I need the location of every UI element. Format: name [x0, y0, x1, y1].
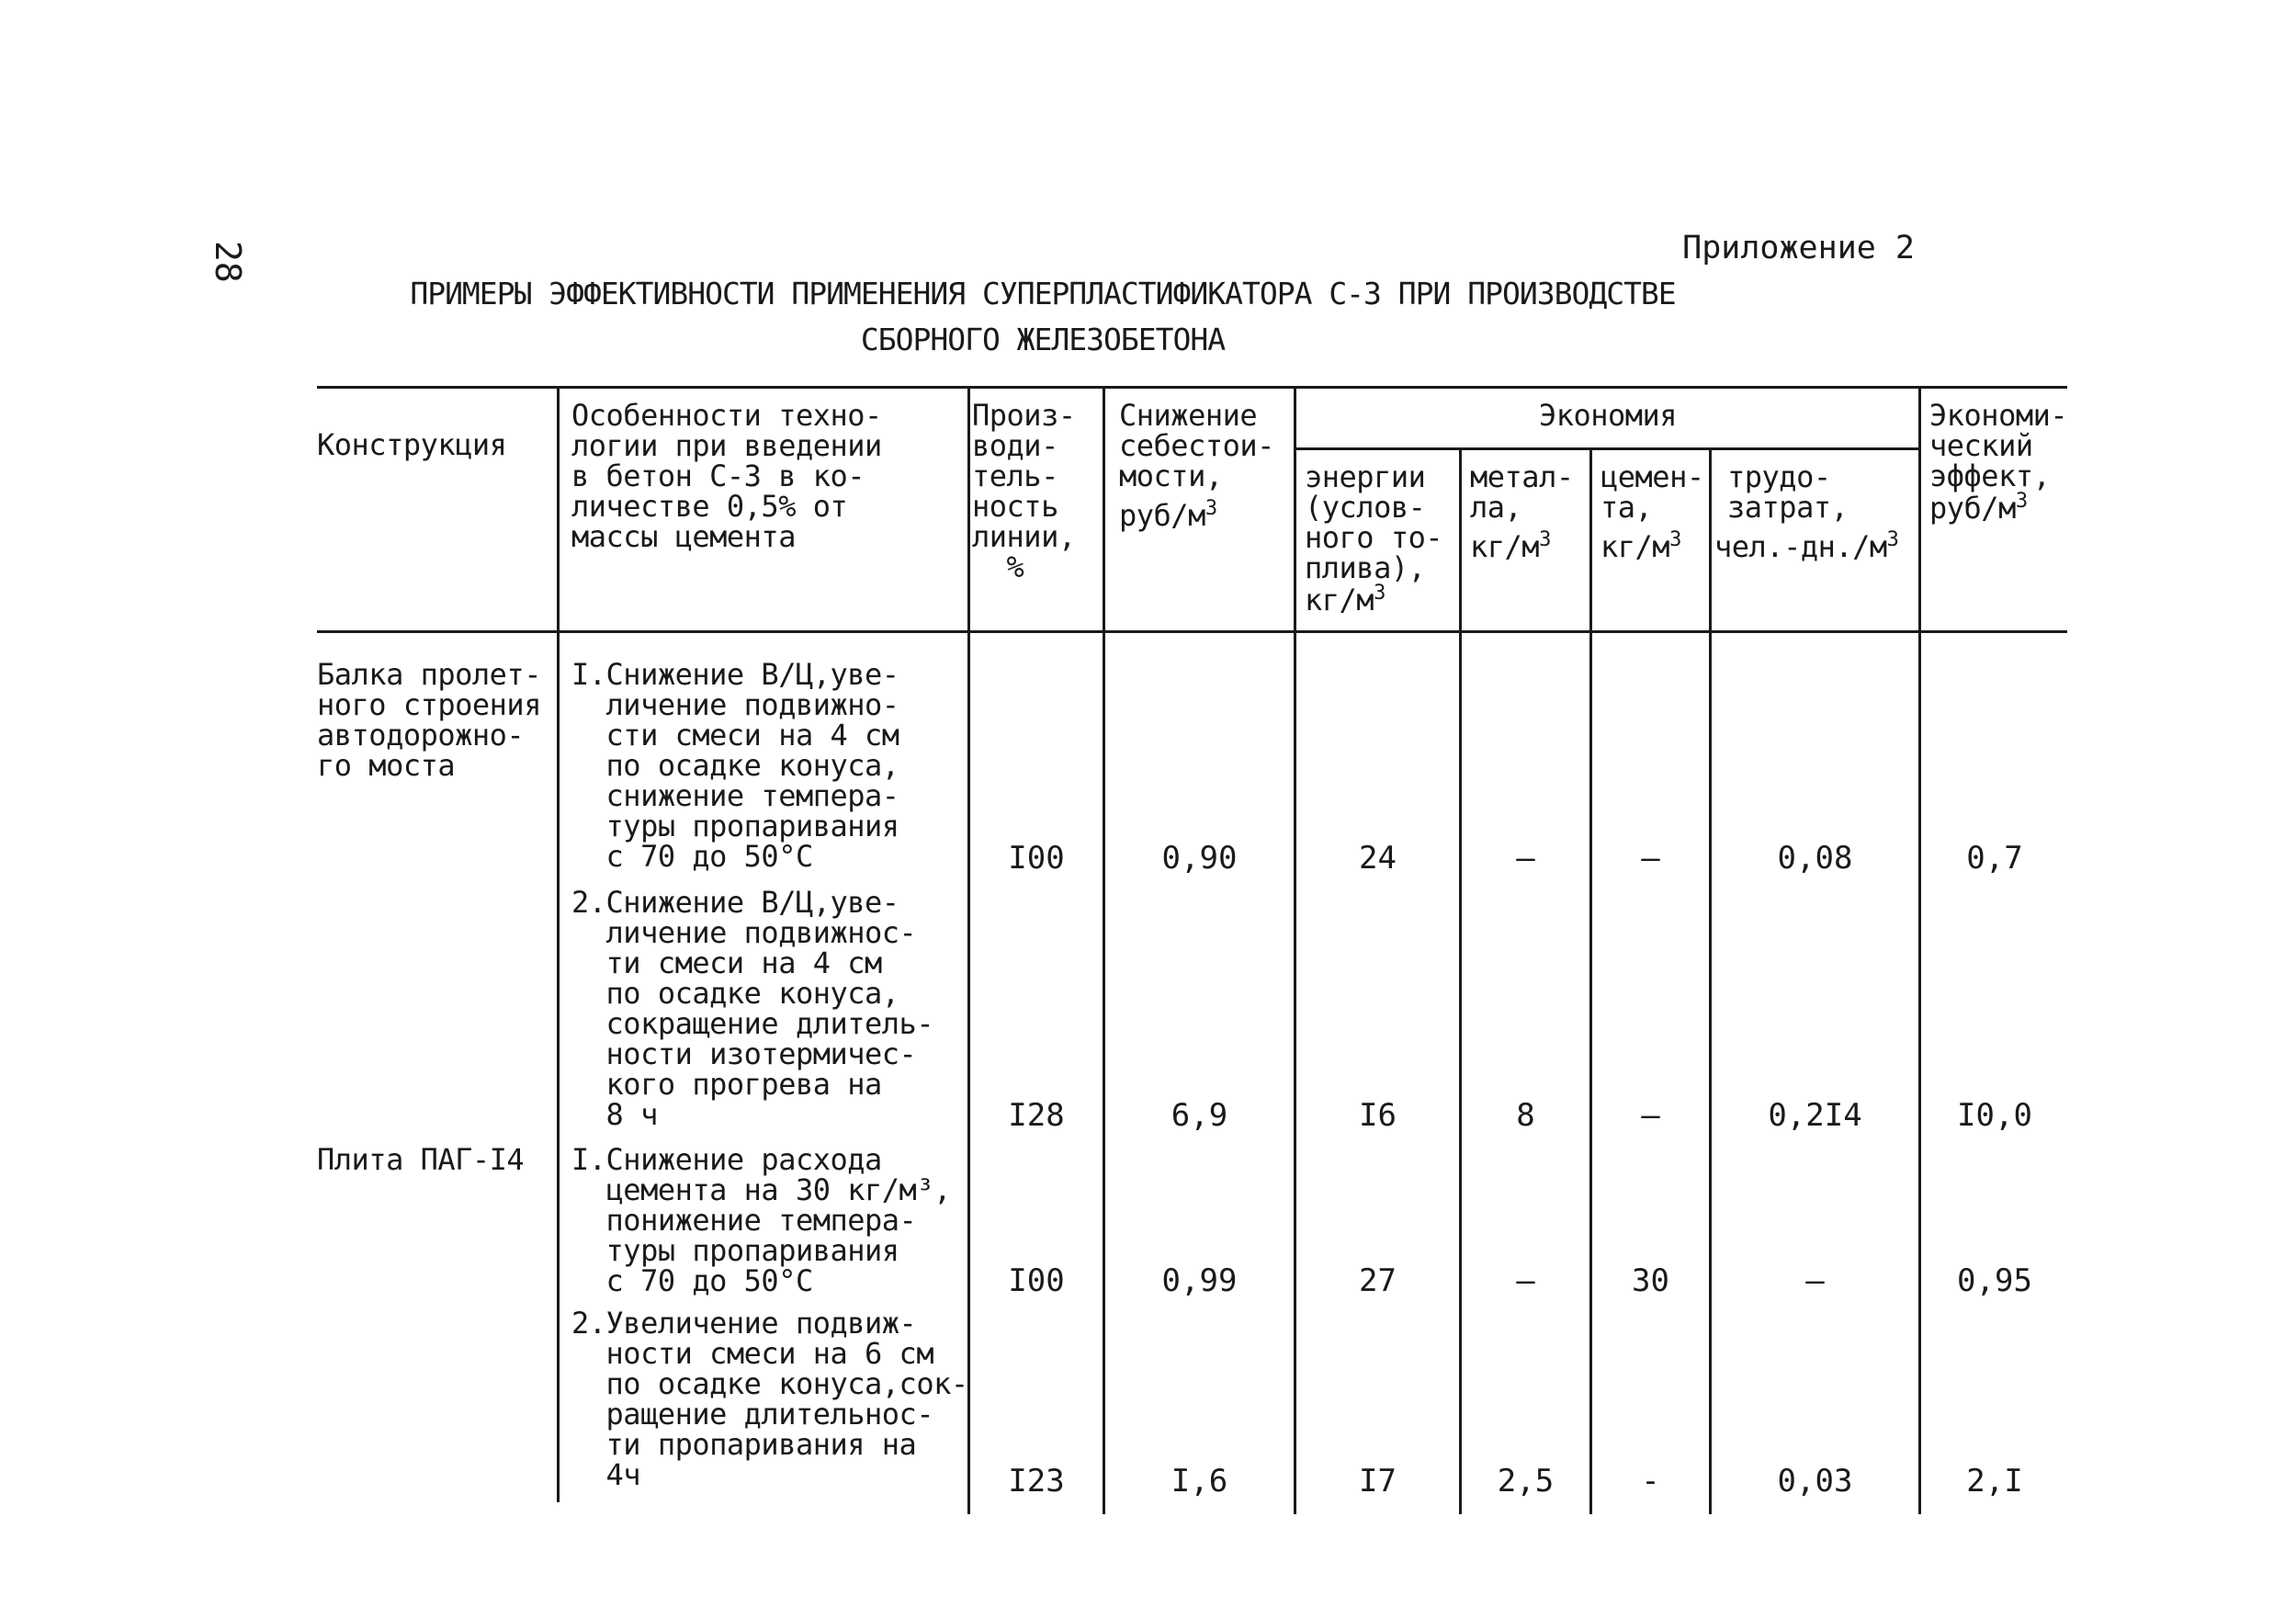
header-effect-unit — [1929, 490, 2067, 526]
appendix-label: Приложение 2 — [1682, 230, 1915, 266]
header-effect — [1929, 398, 2068, 526]
effect-row-1: 0,7 — [1966, 840, 2023, 877]
header-metal — [1470, 459, 1574, 564]
construction-slab: Плита ПАГ-I4 — [317, 1142, 525, 1177]
energy-row-2: I6 — [1359, 1097, 1397, 1134]
cost-reduction-row-4: I,6 — [1171, 1463, 1228, 1499]
productivity-row-3: I00 — [1008, 1262, 1065, 1299]
metal-row-4: 2,5 — [1497, 1463, 1555, 1499]
document-title-line-2: СБОРНОГО ЖЕЛЕЗОБЕТОНА — [860, 322, 1226, 357]
cost-reduction-row-2: 6,9 — [1171, 1097, 1228, 1134]
header-construction: Конструкция — [317, 427, 507, 462]
header-energy-unit — [1305, 582, 1442, 617]
technology-row-1: I.Снижение В/Ц,уве- личение подвижно- сти смеси на 4 см по осадке конуса, снижение темпера- туры пропаривания с 70 до 50°С — [571, 657, 899, 874]
labor-row-1: 0,08 — [1777, 840, 1853, 877]
cement-row-4: - — [1641, 1463, 1660, 1499]
cost-reduction-row-1: 0,90 — [1161, 840, 1238, 877]
header-energy — [1305, 459, 1443, 617]
unit-text: кг/м — [1305, 583, 1374, 617]
cement-row-1: – — [1641, 840, 1660, 877]
header-metal-unit — [1470, 528, 1574, 564]
header-effect-label: Экономи- ческий эффект, — [1929, 398, 2068, 493]
unit-superscript: 3 — [1539, 528, 1551, 551]
table-header-bottom-rule — [317, 630, 2067, 633]
energy-row-1: 24 — [1359, 840, 1397, 877]
unit-superscript: 3 — [1374, 582, 1386, 605]
productivity-row-1: I00 — [1008, 840, 1065, 877]
header-metal-label: метал- ла, — [1470, 459, 1574, 525]
productivity-row-4: I23 — [1008, 1463, 1065, 1499]
header-labor — [1714, 459, 1899, 564]
header-cost-reduction — [1119, 398, 1274, 533]
column-divider-3 — [1103, 386, 1105, 1514]
unit-superscript: 3 — [1669, 528, 1681, 551]
column-divider-7 — [1709, 447, 1712, 1514]
unit-text: кг/м — [1470, 529, 1540, 564]
metal-row-3: – — [1516, 1262, 1535, 1299]
document-title-line-1: ПРИМЕРЫ ЭФФЕКТИВНОСТИ ПРИМЕНЕНИЯ СУПЕРПЛАСТИФИКАТОРА С-3 ПРИ ПРОИЗВОДСТВЕ — [410, 276, 1676, 311]
labor-row-2: 0,2I4 — [1768, 1097, 1862, 1134]
header-savings: Экономия — [1538, 398, 1678, 433]
column-divider-4 — [1294, 386, 1296, 1514]
productivity-row-2: I28 — [1008, 1097, 1065, 1134]
effect-row-4: 2,I — [1966, 1463, 2023, 1499]
unit-text: чел.-дн./м — [1714, 529, 1887, 564]
table-top-rule — [317, 386, 2067, 389]
page-number: 28 — [208, 241, 248, 283]
cement-row-3: 30 — [1632, 1262, 1669, 1299]
header-productivity: Произ- води- тель- ность линии, % — [972, 398, 1076, 584]
cement-row-2: – — [1641, 1097, 1660, 1134]
labor-row-3: – — [1805, 1262, 1825, 1299]
column-divider-8 — [1918, 386, 1921, 1514]
cost-reduction-row-3: 0,99 — [1161, 1262, 1238, 1299]
energy-row-3: 27 — [1359, 1262, 1397, 1299]
technology-row-2: 2.Снижение В/Ц,уве- личение подвижнос- ти смеси на 4 см по осадке конуса, сокращение длитель- ности изотермичес- кого прогрева на 8 ч — [571, 885, 934, 1132]
unit-text: кг/м — [1600, 529, 1670, 564]
header-cement — [1600, 459, 1704, 564]
metal-row-1: – — [1516, 840, 1535, 877]
header-technology: Особенности техно- логии при введении в бетон С-3 в ко- личестве 0,5% от массы цемента — [571, 398, 882, 554]
header-cost-reduction-label: Снижение себестои- мости, — [1119, 398, 1274, 493]
unit-superscript: 3 — [1205, 497, 1217, 520]
labor-row-4: 0,03 — [1777, 1463, 1853, 1499]
energy-row-4: I7 — [1359, 1463, 1397, 1499]
column-divider-5 — [1459, 447, 1462, 1514]
header-labor-label: трудо- затрат, — [1727, 459, 1849, 525]
technology-row-3: I.Снижение расхода цемента на 30 кг/м³, понижение темпера- туры пропаривания с 70 до 50°С — [571, 1142, 951, 1298]
unit-superscript: 3 — [2015, 490, 2028, 513]
unit-text: руб/м — [1119, 498, 1205, 533]
header-labor-unit — [1714, 528, 1899, 564]
column-divider-6 — [1589, 447, 1592, 1514]
technology-row-4: 2.Увеличение подвиж- ности смеси на 6 см по осадке конуса,сок- ращение длительнос- ти пропаривания на 4ч — [571, 1306, 968, 1492]
unit-superscript: 3 — [1886, 528, 1899, 551]
effect-row-3: 0,95 — [1957, 1262, 2032, 1299]
header-cement-unit — [1600, 528, 1704, 564]
savings-header-rule — [1295, 447, 1920, 450]
header-energy-label: энергии (услов- ного то- плива), — [1305, 459, 1443, 585]
column-divider-1 — [557, 386, 560, 1502]
header-cement-label: цемен- та, — [1600, 459, 1704, 525]
effect-row-2: I0,0 — [1957, 1097, 2032, 1134]
construction-beam: Балка пролет- ного строения автодорожно- го моста — [317, 657, 541, 783]
header-cost-reduction-unit — [1119, 497, 1274, 533]
metal-row-2: 8 — [1516, 1097, 1535, 1134]
unit-text: руб/м — [1929, 491, 2016, 526]
